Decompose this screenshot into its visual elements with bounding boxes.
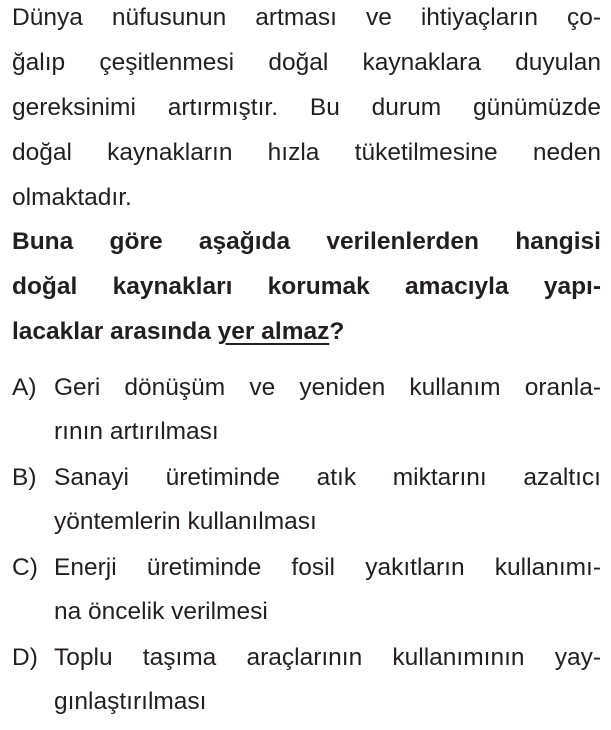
option-d-letter: D) — [12, 644, 38, 671]
option-b-line-2: yöntemlerin kullanılması — [54, 508, 317, 535]
passage-line-2: ğalıp çeşitlenmesi doğal kaynaklara duyulan — [12, 49, 601, 76]
option-b-letter: B) — [12, 464, 37, 491]
passage-line-5: olmaktadır. — [12, 184, 132, 211]
option-c-line-2: na öncelik verilmesi — [54, 598, 268, 625]
prompt-line-1: Buna göre aşağıda verilenlerden hangisi — [12, 228, 601, 255]
passage-line-3: gereksinimi artırmıştır. Bu durum günümüzde — [12, 94, 601, 121]
prompt-emphasis: yer almaz — [217, 318, 330, 345]
prompt-line-3 — [12, 320, 344, 345]
prompt-line-3-suffix: ? — [329, 318, 345, 345]
prompt-line-2: doğal kaynakları korumak amacıyla yapı- — [12, 273, 601, 300]
prompt-line-3-prefix: lacaklar arasında — [12, 318, 218, 345]
option-c-letter: C) — [12, 554, 38, 581]
option-d-line-1: Toplu taşıma araçlarının kullanımının yay- — [54, 644, 601, 671]
passage-line-4: doğal kaynakların hızla tüketilmesine neden — [12, 139, 601, 166]
option-a-line-2: rının artırılması — [54, 418, 219, 445]
option-b-line-1: Sanayi üretiminde atık miktarını azaltıcı — [54, 464, 601, 491]
option-c-line-1: Enerji üretiminde fosil yakıtların kullanımı- — [54, 554, 601, 581]
passage-line-1: Dünya nüfusunun artması ve ihtiyaçların ço- — [12, 4, 601, 31]
option-d-line-2: gınlaştırılması — [54, 688, 207, 715]
option-a-line-1: Geri dönüşüm ve yeniden kullanım oranla- — [54, 374, 601, 401]
option-a-letter: A) — [12, 374, 37, 401]
